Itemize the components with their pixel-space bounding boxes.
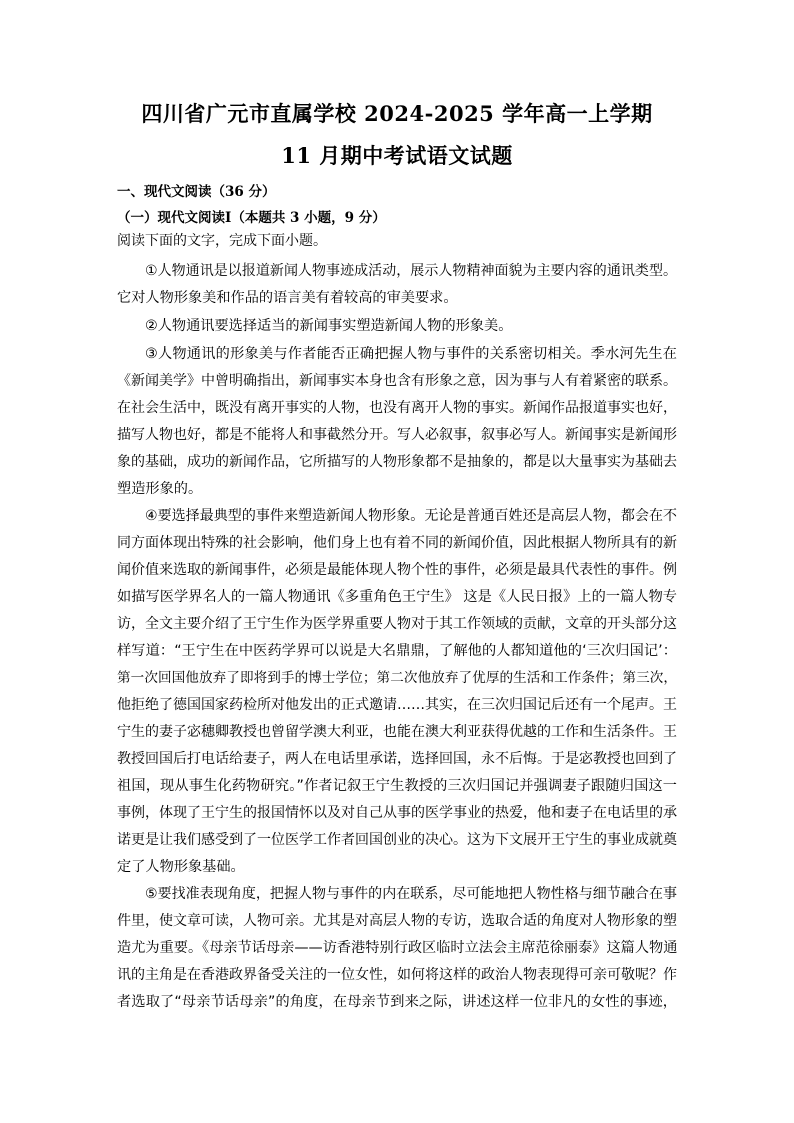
paragraph-line: 件里，使文章可读，人物可亲。尤其是对高层人物的专访，选取合适的角度对人物形象的塑	[117, 913, 677, 929]
paragraph-line: 事例，体现了王宁生的报国情怀以及对自己从事的医学事业的热爱，他和妻子在电话里的承	[117, 805, 677, 821]
section-heading: 一、现代文阅读（36 分）	[117, 184, 276, 200]
paragraph-line: 教授回国后打电话给妻子，两人在电话里承诺，选择回国，永不后悔。于是宓教授也回到了	[117, 751, 677, 767]
paragraph-line: 描写人物也好，都是不能将人和事截然分开。写人必叙事，叙事必写人。新闻事实是新闻形	[117, 427, 677, 443]
paragraph-line: 定了人物形象基础。	[117, 859, 245, 875]
instruction-text: 阅读下面的文字，完成下面小题。	[117, 233, 327, 249]
paragraph-line: 祖国，现从事生化药物研究。”作者记叙王宁生教授的三次归国记并强调妻子跟随归国这一	[117, 778, 677, 794]
paragraph-line: 闻价值来选取的新闻事件，必须是最能体现人物个性的事件，必须是最具代表性的事件。例	[117, 562, 677, 578]
paragraph-line: 它对人物形象美和作品的语言美有着较高的审美要求。	[117, 290, 458, 306]
paragraph-line: 第一次回国他放弃了即将到手的博士学位；第二次他放弃了优厚的生活和工作条件；第三次，	[117, 670, 677, 686]
paragraph-line: ②人物通讯要选择适当的新闻事实塑造新闻人物的形象美。	[145, 318, 513, 334]
paragraph-line: ④要选择最典型的事件来塑造新闻人物形象。无论是普通百姓还是高层人物，都会在不	[145, 508, 677, 524]
paragraph-line: 讯的主角是在香港政界备受关注的一位女性，如何将这样的政治人物表现得可亲可敬呢？作	[117, 967, 677, 983]
paragraph-line: 造尤为重要。《母亲节话母亲——访香港特别行政区临时立法会主席范徐丽泰》这篇人物通	[117, 940, 678, 956]
paragraph-line: 者选取了“母亲节话母亲”的角度，在母亲节到来之际，讲述这样一位非凡的女性的事迹，	[117, 994, 677, 1010]
paragraph-line: 宁生的妻子宓穗卿教授也曾留学澳大利亚，也能在澳大利亚获得优越的工作和生活条件。王	[117, 724, 677, 740]
section-subheading: （一）现代文阅读Ⅰ（本题共 3 小题，9 分）	[117, 210, 386, 226]
paragraph-line: 如描写医学界名人的一篇人物通讯《多重角色王宁生》 这是《人民日报》上的一篇人物专	[117, 589, 677, 605]
paragraph-line: 《新闻美学》中曾明确指出，新闻事实本身也含有形象之意，因为事与人有着紧密的联系。	[117, 373, 677, 389]
paragraph-line: 诺更是让我们感受到了一位医学工作者回国创业的决心。这为下文展开王宁生的事业成就奠	[117, 832, 677, 848]
paragraph-line: 塑造形象的。	[117, 481, 203, 497]
paragraph-line: 同方面体现出特殊的社会影响，他们身上也有着不同的新闻价值，因此根据人物所具有的新	[117, 535, 677, 551]
exam-title-line2: 11 月期中考试语文试题	[281, 143, 513, 168]
paragraph-line: 样写道：“王宁生在中医药学界可以说是大名鼎鼎，了解他的人都知道他的‘三次归国记’：	[117, 643, 677, 659]
paragraph-line: 他拒绝了德国国家药检所对他发出的正式邀请……其实，在三次归国记后还有一个尾声。王	[117, 697, 677, 713]
paragraph-line: ⑤要找准表现角度，把握人物与事件的内在联系，尽可能地把人物性格与细节融合在事	[145, 886, 677, 902]
paragraph-line: 象的基础，成功的新闻作品，它所描写的人物形象都不是抽象的，都是以大量事实为基础去	[117, 454, 677, 470]
paragraph-line: ①人物通讯是以报道新闻人物事迹成活动，展示人物精神面貌为主要内容的通讯类型。	[145, 263, 677, 279]
paragraph-line: 在社会生活中，既没有离开事实的人物，也没有离开人物的事实。新闻作品报道事实也好，	[117, 400, 677, 416]
paragraph-line: ③人物通讯的形象美与作者能否正确把握人物与事件的关系密切相关。季水河先生在	[145, 346, 677, 362]
paragraph-line: 访，全文主要介绍了王宁生作为医学界重要人物对于其工作领域的贡献，文章的开头部分这	[117, 616, 677, 632]
exam-title-line1: 四川省广元市直属学校 2024-2025 学年高一上学期	[141, 101, 653, 126]
